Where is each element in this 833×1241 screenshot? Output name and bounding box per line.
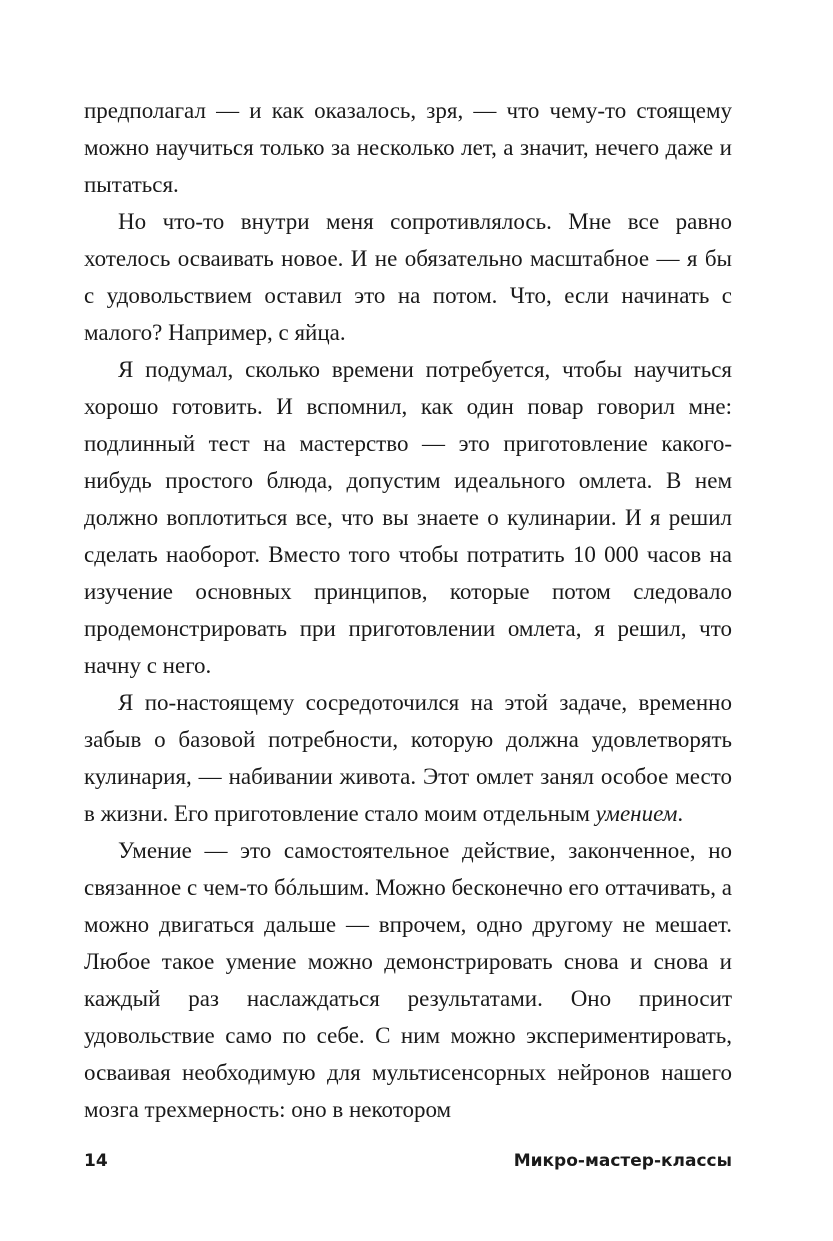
paragraph-1-text: предполагал — и как оказалось, зря, — что чему-то стоящему можно научиться только за несколько лет, а значит, нечего даже и пытаться. <box>84 98 732 197</box>
paragraph-4-tail: . <box>677 801 684 826</box>
page-footer <box>84 1148 732 1174</box>
page-number: 14 <box>84 1151 108 1171</box>
paragraph-2 <box>84 203 732 351</box>
paragraph-3 <box>84 351 732 684</box>
body-text <box>84 92 732 1128</box>
paragraph-5 <box>84 832 732 1128</box>
paragraph-4-emphasis: умением <box>595 801 678 826</box>
paragraph-3-text: Я подумал, сколько времени потребуется, чтобы научиться хорошо готовить. И вспомнил, как один повар говорил мне: подлинный тест на мастерство — это приготовление какого-нибудь простого блюда, допустим идеального омлета. В нем должно воплотиться все, что вы знаете о кулинарии. И я решил сделать наоборот. Вместо того чтобы потратить 10 000 часов на изучение основных принципов, которые потом следовало продемонстрировать при приготовлении омлета, я решил, что начну с него. <box>84 357 732 678</box>
paragraph-1 <box>84 92 732 203</box>
paragraph-4-text: Я по-настоящему сосредоточился на этой задаче, временно забыв о базовой потребности, которую должна удовлетворять кулинария, — набивании живота. Этот омлет занял особое место в жизни. Его приготовление стало моим отдельным <box>84 690 732 826</box>
paragraph-2-text: Но что-то внутри меня сопротивлялось. Мне все равно хотелось осваивать новое. И не обязательно масштабное — я бы с удовольствием оставил это на потом. Что, если начинать с малого? Например, с яйца. <box>84 209 732 345</box>
paragraph-5-text: Умение — это самостоятельное действие, законченное, но связанное с чем-то бóльшим. Можно бесконечно его оттачивать, а можно двигаться дальше — впрочем, одно другому не мешает. Любое такое умение можно демонстрировать снова и снова и каждый раз наслаждаться результатами. Оно приносит удовольствие само по себе. С ним можно экспериментировать, осваивая необходимую для мультисенсорных нейронов нашего мозга трехмерность: оно в некотором <box>84 838 732 1122</box>
paragraph-4 <box>84 684 732 832</box>
running-title: Микро-мастер-классы <box>513 1151 732 1171</box>
